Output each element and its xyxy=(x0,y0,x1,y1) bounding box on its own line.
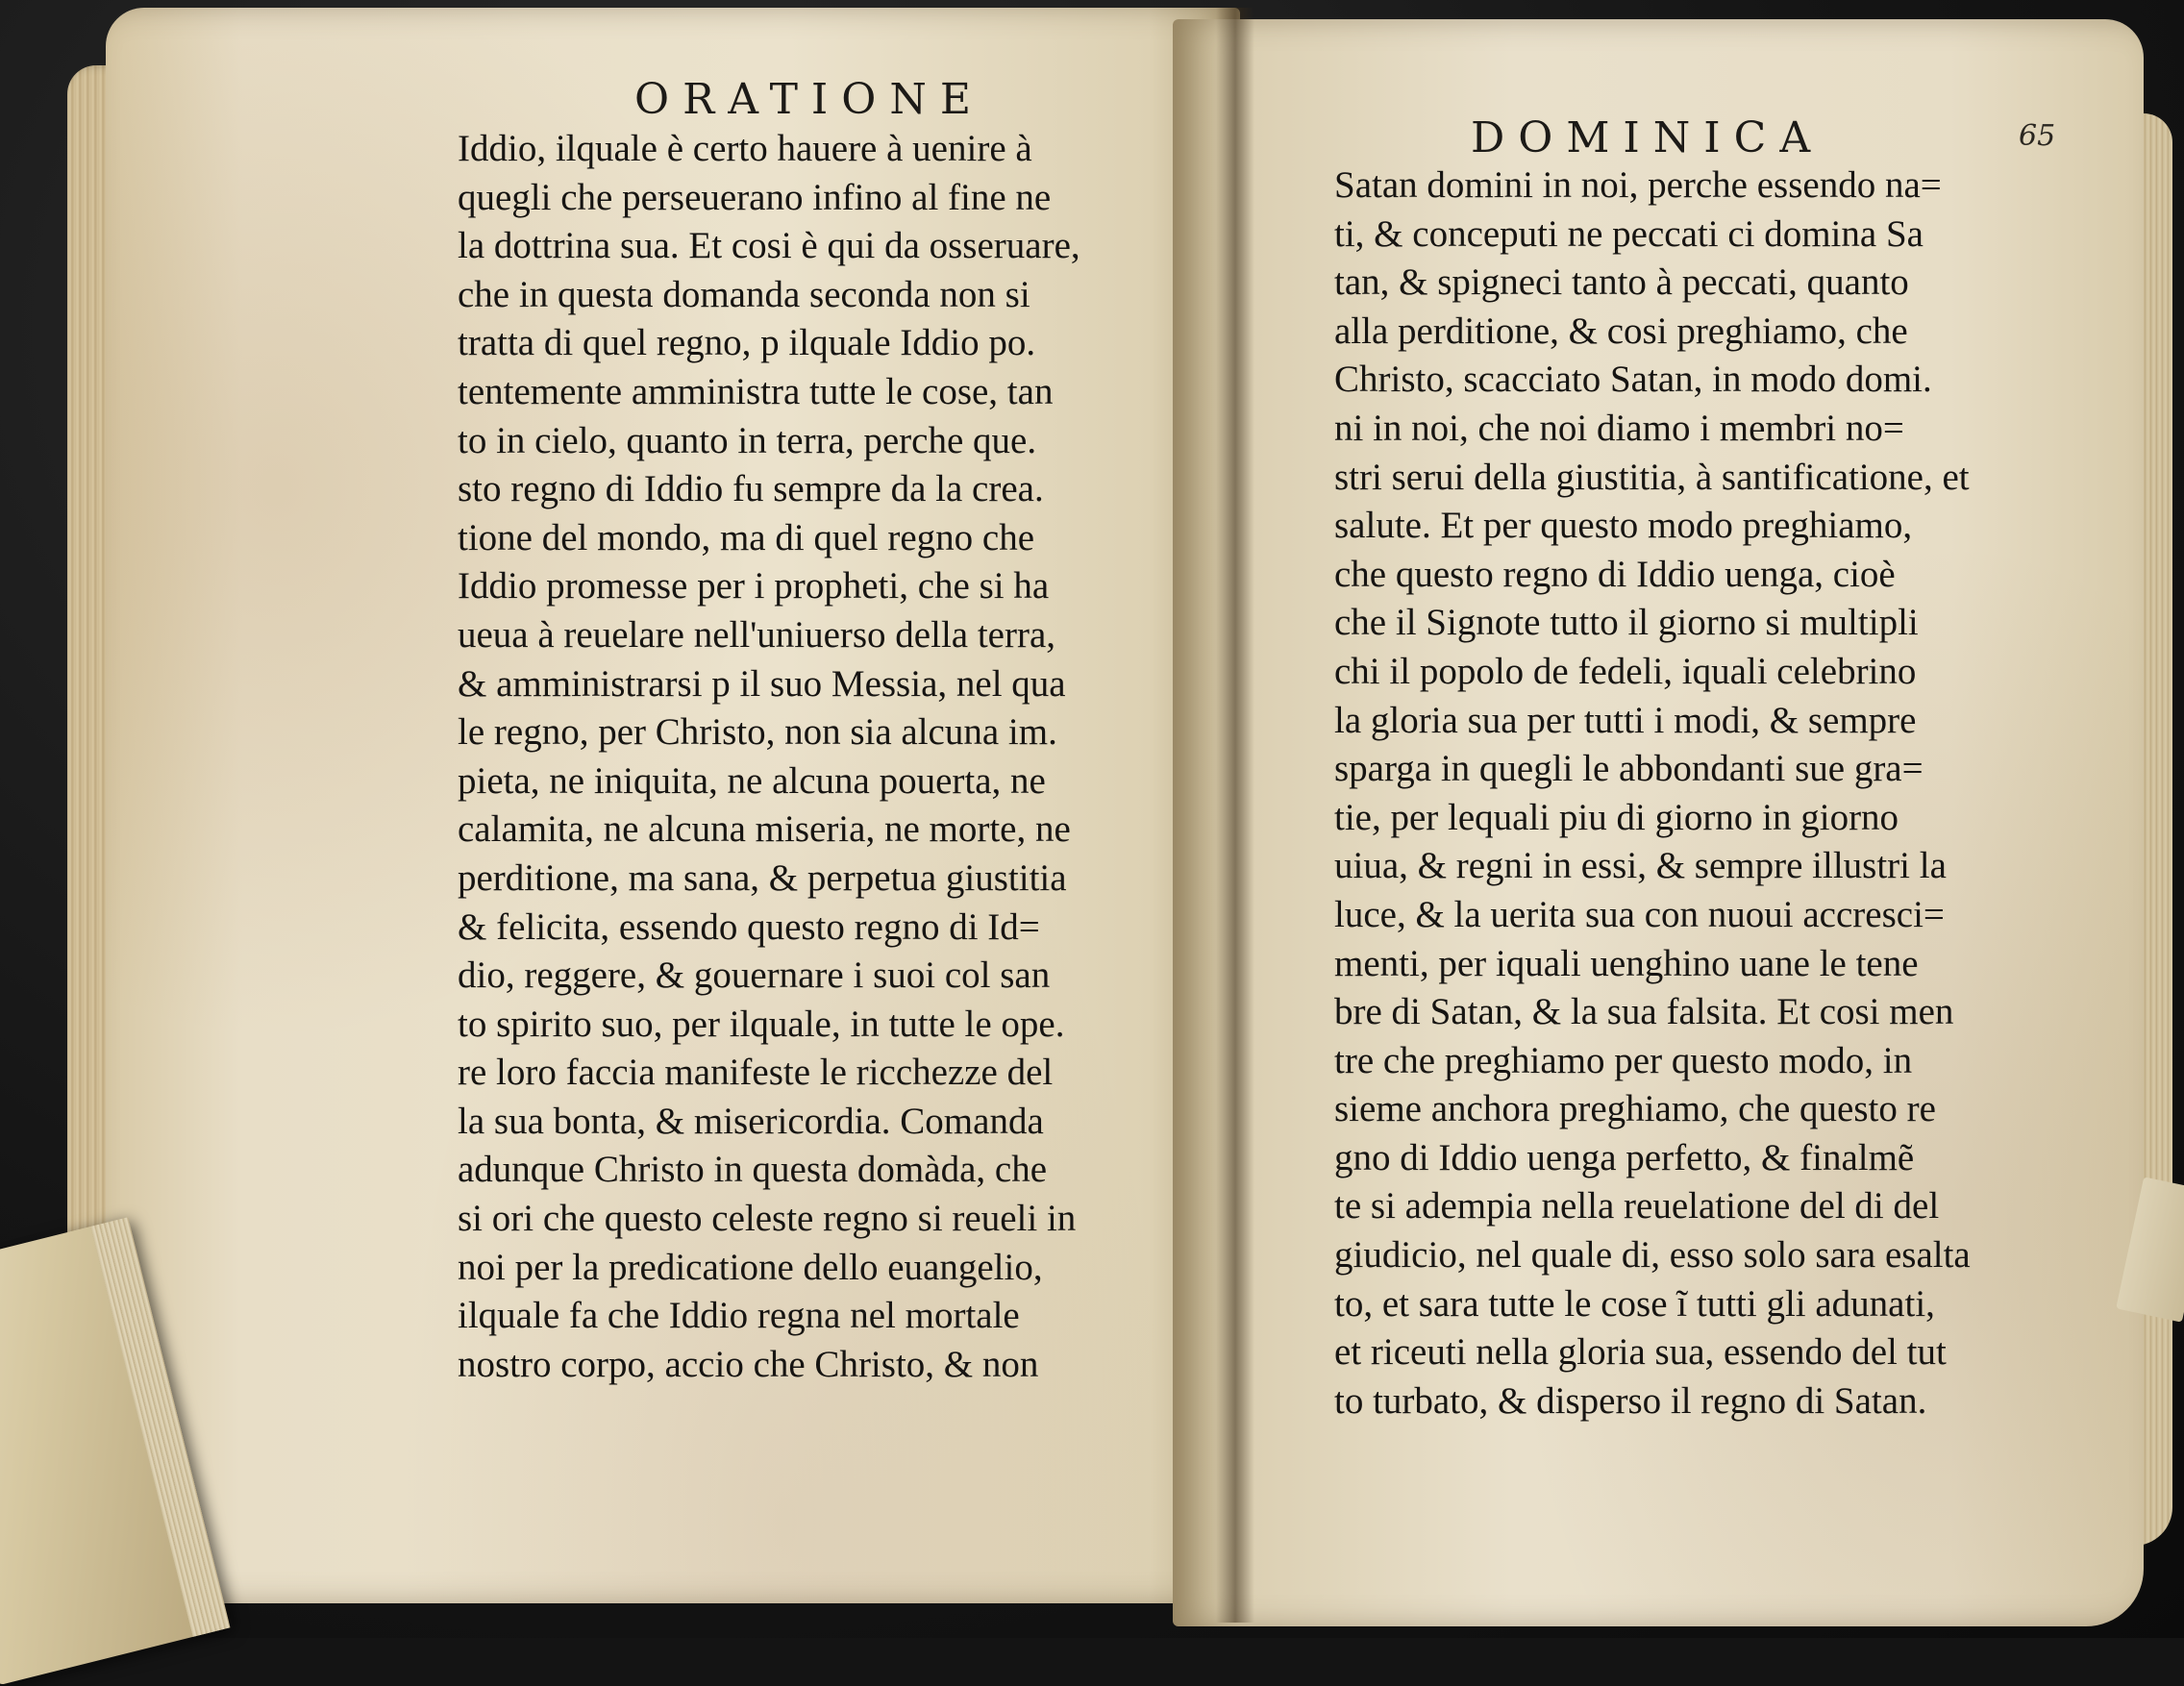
text-line: si ori che questo celeste regno si reueli in xyxy=(458,1198,1077,1240)
right-text-block xyxy=(1334,161,1971,1426)
text-line: sparga in quegli le abbondanti sue gra= xyxy=(1334,748,1923,790)
open-book xyxy=(67,8,2172,1632)
text-line: che il Signote tutto il giorno si multipli xyxy=(1334,602,1919,644)
text-line: calamita, ne alcuna miseria, ne morte, ne xyxy=(458,808,1071,851)
text-line: bre di Satan, & la sua falsita. Et cosi men xyxy=(1334,991,1954,1033)
text-line: & felicita, essendo questo regno di Id= xyxy=(458,905,1040,948)
text-line: che in questa domanda seconda non si xyxy=(458,273,1030,315)
text-line: dio, reggere, & gouernare i suoi col san xyxy=(458,955,1051,997)
left-page xyxy=(106,8,1240,1603)
text-line: tione del mondo, ma di quel regno che xyxy=(458,516,1035,558)
right-page xyxy=(1173,19,2144,1626)
text-line: la dottrina sua. Et cosi è qui da osseruare, xyxy=(458,225,1080,267)
text-line: le regno, per Christo, non sia alcuna im. xyxy=(458,711,1057,754)
text-line: luce, & la uerita sua con nuoui accresci= xyxy=(1334,893,1945,935)
text-line: gno di Iddio uenga perfetto, & finalmẽ xyxy=(1334,1136,1915,1178)
text-line: to turbato, & disperso il regno di Satan. xyxy=(1334,1379,1927,1422)
text-line: nostro corpo, accio che Christo, & non xyxy=(458,1343,1039,1385)
text-line: sieme anchora preghiamo, che questo re xyxy=(1334,1088,1936,1130)
page-number: 65 xyxy=(2019,119,2056,153)
text-line: noi per la predicatione dello euangelio, xyxy=(458,1246,1043,1288)
text-line: et riceuti nella gloria sua, essendo del tut xyxy=(1334,1331,1947,1374)
text-line: la gloria sua per tutti i modi, & sempre xyxy=(1334,699,1917,741)
text-line: re loro faccia manifeste le ricchezze del xyxy=(458,1052,1054,1094)
text-line: sto regno di Iddio fu sempre da la crea. xyxy=(458,468,1044,510)
left-running-head: ORATIONE xyxy=(634,75,984,124)
text-line: tratta di quel regno, p ilquale Iddio po. xyxy=(458,322,1036,364)
text-line: tie, per lequali piu di giorno in giorno xyxy=(1334,796,1899,838)
text-line: menti, per iquali uenghino uane le tene xyxy=(1334,942,1919,984)
text-line: pieta, ne iniquita, ne alcuna pouerta, ne xyxy=(458,759,1046,802)
text-line: tan, & spigneci tanto à peccati, quanto xyxy=(1334,261,1909,304)
text-line: Christo, scacciato Satan, in modo domi. xyxy=(1334,359,1932,401)
text-line: ilquale fa che Iddio regna nel mortale xyxy=(458,1295,1020,1337)
text-line: perditione, ma sana, & perpetua giustitia xyxy=(458,856,1067,899)
text-line: che questo regno di Iddio uenga, cioè xyxy=(1334,553,1896,595)
text-line: alla perditione, & cosi preghiamo, che xyxy=(1334,310,1908,352)
text-line: & amministrarsi p il suo Messia, nel qua xyxy=(458,662,1066,705)
text-line: ti, & conceputi ne peccati ci domina Sa xyxy=(1334,212,1923,255)
text-line: chi il popolo de fedeli, iquali celebrino xyxy=(1334,650,1917,692)
right-running-head: DOMINICA xyxy=(1471,113,1824,162)
text-line: Iddio promesse per i propheti, che si ha xyxy=(458,565,1050,607)
text-line: tentemente amministra tutte le cose, tan xyxy=(458,370,1054,412)
text-line: Satan domini in noi, perche essendo na= xyxy=(1334,164,1942,206)
text-line: la sua bonta, & misericordia. Comanda xyxy=(458,1100,1044,1142)
text-line: stri serui della giustitia, à santificatione, et xyxy=(1334,456,1970,498)
text-line: te si adempia nella reuelatione del di del xyxy=(1334,1185,1940,1227)
text-line: to spirito suo, per ilquale, in tutte le ope. xyxy=(458,1003,1065,1045)
text-line: uiua, & regni in essi, & sempre illustri la xyxy=(1334,845,1947,887)
text-line: giudicio, nel quale di, esso solo sara esalta xyxy=(1334,1234,1971,1277)
text-line: to, et sara tutte le cose ĩ tutti gli adunati, xyxy=(1334,1282,1935,1325)
text-line: ueua à reuelare nell'uniuerso della terra, xyxy=(458,613,1056,656)
text-line: adunque Christo in questa domàda, che xyxy=(458,1149,1048,1191)
text-line: to in cielo, quanto in terra, perche que. xyxy=(458,419,1037,461)
left-text-block xyxy=(458,125,1080,1389)
book-gutter xyxy=(1216,8,1254,1623)
text-line: tre che preghiamo per questo modo, in xyxy=(1334,1039,1913,1081)
text-line: Iddio, ilquale è certo hauere à uenire à xyxy=(458,128,1032,169)
text-line: salute. Et per questo modo preghiamo, xyxy=(1334,505,1913,547)
text-line: quegli che perseuerano infino al fine ne xyxy=(458,176,1052,218)
text-line: ni in noi, che noi diamo i membri no= xyxy=(1334,407,1904,449)
